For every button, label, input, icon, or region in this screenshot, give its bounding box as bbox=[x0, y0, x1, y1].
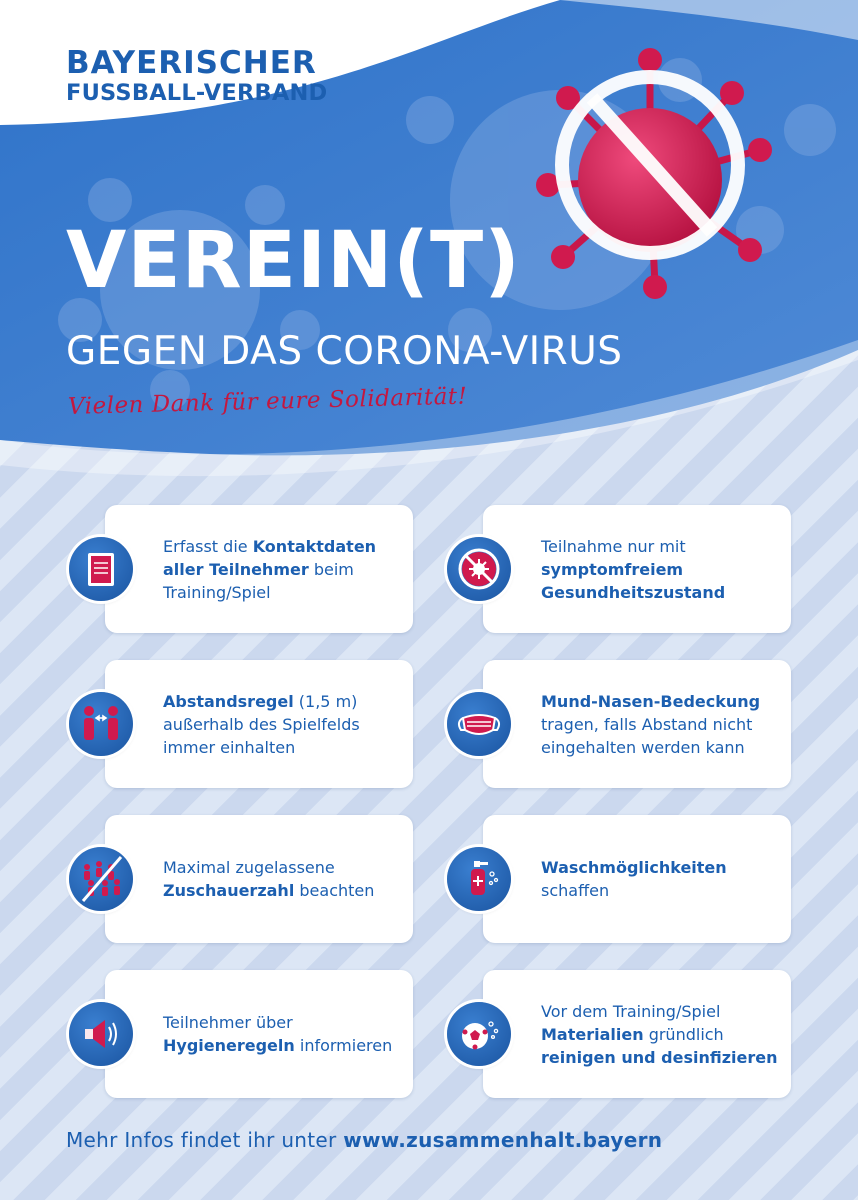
rule-card bbox=[483, 815, 791, 943]
face-mask-icon bbox=[447, 692, 511, 756]
rule-text-part: Vor dem Training/Spiel bbox=[541, 1001, 721, 1021]
bfv-logo bbox=[66, 45, 328, 106]
rule-text bbox=[541, 970, 781, 1098]
rule-text-part: Teilnehmer über bbox=[163, 1013, 293, 1032]
distance-icon bbox=[69, 692, 133, 756]
rule-text-part: tragen, falls Abstand nicht bbox=[541, 714, 753, 734]
rule-text-part: Waschmöglichkeiten bbox=[541, 858, 727, 877]
rule-text-part: Gesundheitszustand bbox=[541, 582, 726, 602]
rule-card bbox=[105, 505, 413, 633]
contact-form-icon bbox=[69, 537, 133, 601]
footer-link[interactable]: www.zusammenhalt.bayern bbox=[343, 1128, 663, 1152]
subtitle: GEGEN DAS CORONA-VIRUS bbox=[66, 329, 623, 374]
rule-text-part: beachten bbox=[294, 881, 375, 900]
logo-line-1: BAYERISCHER bbox=[66, 45, 317, 81]
rule-text-part: Materialien bbox=[541, 1024, 644, 1044]
rule-text-part: (1,5 m) bbox=[293, 691, 358, 711]
rule-text-part: außerhalb des Spielfelds bbox=[163, 714, 360, 734]
soap-dispenser-icon bbox=[447, 847, 511, 911]
rule-text-part: symptomfreiem bbox=[541, 559, 684, 579]
thanks-note: Vielen Dank für eure Solidarität! bbox=[67, 383, 468, 420]
rule-text-part: Hygieneregeln bbox=[163, 1036, 295, 1055]
footer bbox=[66, 1128, 662, 1152]
rule-text-part: immer einhalten bbox=[163, 737, 296, 757]
rule-text-part: Zuschauerzahl bbox=[163, 881, 295, 900]
rule-card bbox=[105, 970, 413, 1098]
rule-text-part: informieren bbox=[294, 1036, 393, 1055]
rule-card bbox=[483, 505, 791, 633]
rule-text-part: Maximal zugelassene bbox=[163, 858, 335, 877]
logo-line-2: FUSSBALL-VERBAND bbox=[66, 80, 328, 106]
ball-clean-icon bbox=[447, 1002, 511, 1066]
rule-text bbox=[163, 970, 403, 1098]
rule-text bbox=[541, 815, 781, 943]
rule-text-part: Abstandsregel bbox=[163, 691, 294, 711]
crowd-limit-icon bbox=[69, 847, 133, 911]
megaphone-icon bbox=[69, 1002, 133, 1066]
rule-card bbox=[105, 815, 413, 943]
footer-text: Mehr Infos findet ihr unter bbox=[66, 1128, 344, 1152]
rule-text-part: beim bbox=[308, 559, 354, 579]
rule-text-part: Training/Spiel bbox=[163, 582, 271, 602]
rule-text bbox=[541, 505, 781, 633]
rule-text-part: Teilnahme nur mit bbox=[541, 536, 686, 556]
rule-text-part: Erfasst die bbox=[163, 536, 253, 556]
rule-text-part: aller Teilnehmer bbox=[163, 559, 309, 579]
rule-card bbox=[483, 660, 791, 788]
no-virus-icon bbox=[447, 537, 511, 601]
rule-text bbox=[163, 660, 403, 788]
rule-text-part: Kontaktdaten bbox=[252, 536, 377, 556]
rule-text bbox=[163, 505, 403, 633]
rule-text bbox=[541, 660, 781, 788]
main-title: VEREIN(T) bbox=[66, 216, 521, 306]
rule-card bbox=[105, 660, 413, 788]
rule-text-part: schaffen bbox=[541, 881, 610, 900]
rule-card bbox=[483, 970, 791, 1098]
rule-text-part: reinigen und desinfizieren bbox=[541, 1047, 778, 1067]
rule-text-part: eingehalten werden kann bbox=[541, 737, 745, 757]
rule-text bbox=[163, 815, 403, 943]
rule-text-part: gründlich bbox=[643, 1024, 724, 1044]
rule-text-part: Mund-Nasen-Bedeckung bbox=[541, 691, 761, 711]
